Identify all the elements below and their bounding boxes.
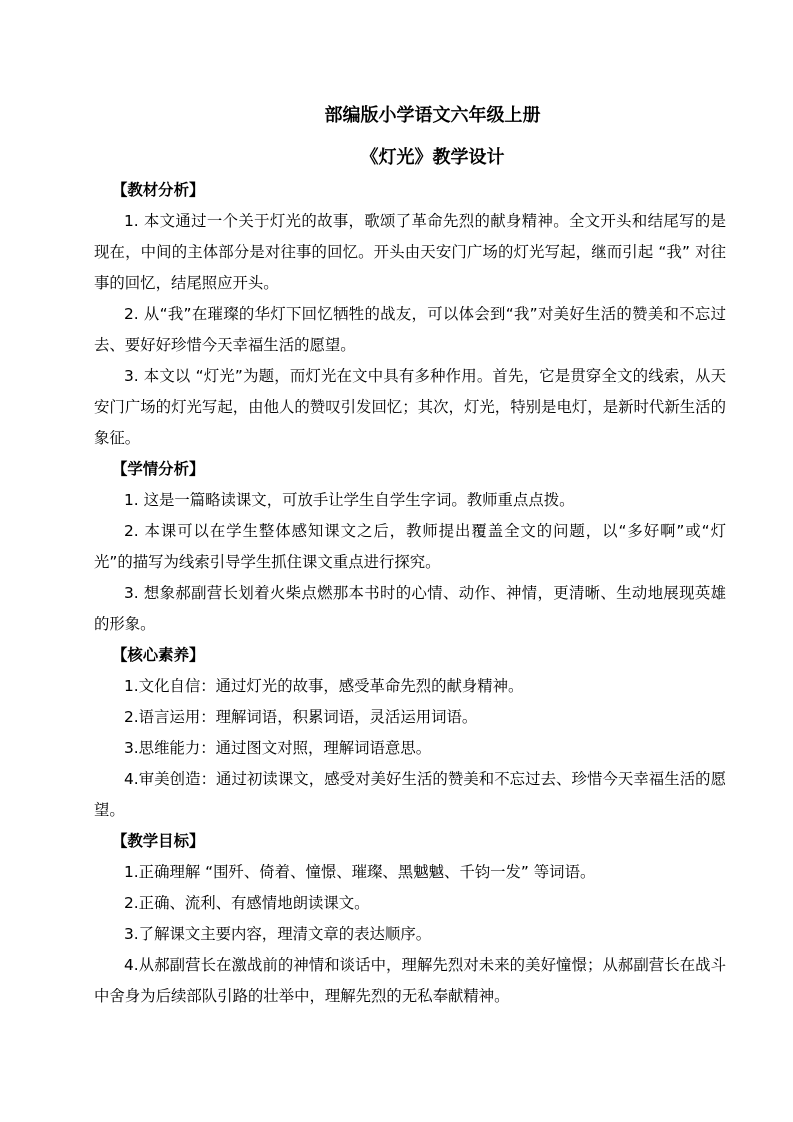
- section-learner-analysis: [94, 454, 726, 640]
- section-heading: 【核心素养】: [112, 646, 205, 664]
- paragraph: 2. 从“我”在璀璨的华灯下回忆牺牲的战友，可以体会到“我”对美好生活的赞美和不忘过去、要好好珍惜今天幸福生活的愿望。: [94, 305, 726, 354]
- paragraph: 2.语言运用：理解词语，积累词语，灵活运用词语。: [124, 708, 478, 726]
- paragraph: 3. 想象郝副营长划着火柴点燃那本书时的心情、动作、神情，更清晰、生动地展现英雄的形象。: [94, 584, 726, 633]
- section-heading: 【教材分析】: [112, 181, 205, 199]
- paragraph: 4.从郝副营长在激战前的神情和谈话中，理解先烈对未来的美好憧憬；从郝副营长在战斗中舍身为后续部队引路的壮举中，理解先烈的无私奉献精神。: [94, 956, 726, 1005]
- paragraph: 1. 本文通过一个关于灯光的故事，歌颂了革命先烈的献身精神。全文开头和结尾写的是现在，中间的主体部分是对往事的回忆。开头由天安门广场的灯光写起，继而引起 “我” 对往事的回忆，结尾照应开头。: [94, 212, 726, 292]
- section-textbook-analysis: [94, 175, 726, 454]
- document-title: 部编版小学语文六年级上册: [324, 105, 541, 126]
- paragraph: 3.了解课文主要内容，理清文章的表达顺序。: [124, 925, 432, 943]
- paragraph: 3. 本文以 “灯光”为题，而灯光在文中具有多种作用。首先，它是贯穿全文的线索，从天安门广场的灯光写起，由他人的赞叹引发回忆；其次，灯光，特别是电灯，是新时代新生活的象征。: [94, 367, 726, 447]
- section-core-literacy: [94, 640, 726, 826]
- paragraph: 3.思维能力：通过图文对照，理解词语意思。: [124, 739, 432, 757]
- document-body: [94, 175, 726, 1012]
- section-teaching-objectives: [94, 826, 726, 1012]
- section-heading: 【教学目标】: [112, 832, 205, 850]
- paragraph: 4.审美创造：通过初读课文，感受对美好生活的赞美和不忘过去、珍惜今天幸福生活的愿望。: [94, 770, 726, 819]
- paragraph: 2.正确、流利、有感情地朗读课文。: [124, 894, 370, 912]
- paragraph: 1.文化自信：通过灯光的故事，感受革命先烈的献身精神。: [124, 677, 524, 695]
- paragraph: 1.正确理解 “围歼、倚着、憧憬、璀璨、黑魆魆、千钧一发” 等词语。: [124, 863, 596, 881]
- section-heading: 【学情分析】: [112, 460, 205, 478]
- paragraph: 1. 这是一篇略读课文，可放手让学生自学生字词。教师重点点拨。: [124, 491, 575, 509]
- paragraph: 2. 本课可以在学生整体感知课文之后，教师提出覆盖全文的问题，以“多好啊”或“灯光”的描写为线索引导学生抓住课文重点进行探究。: [94, 522, 726, 571]
- document-subtitle: 《灯光》教学设计: [360, 147, 505, 168]
